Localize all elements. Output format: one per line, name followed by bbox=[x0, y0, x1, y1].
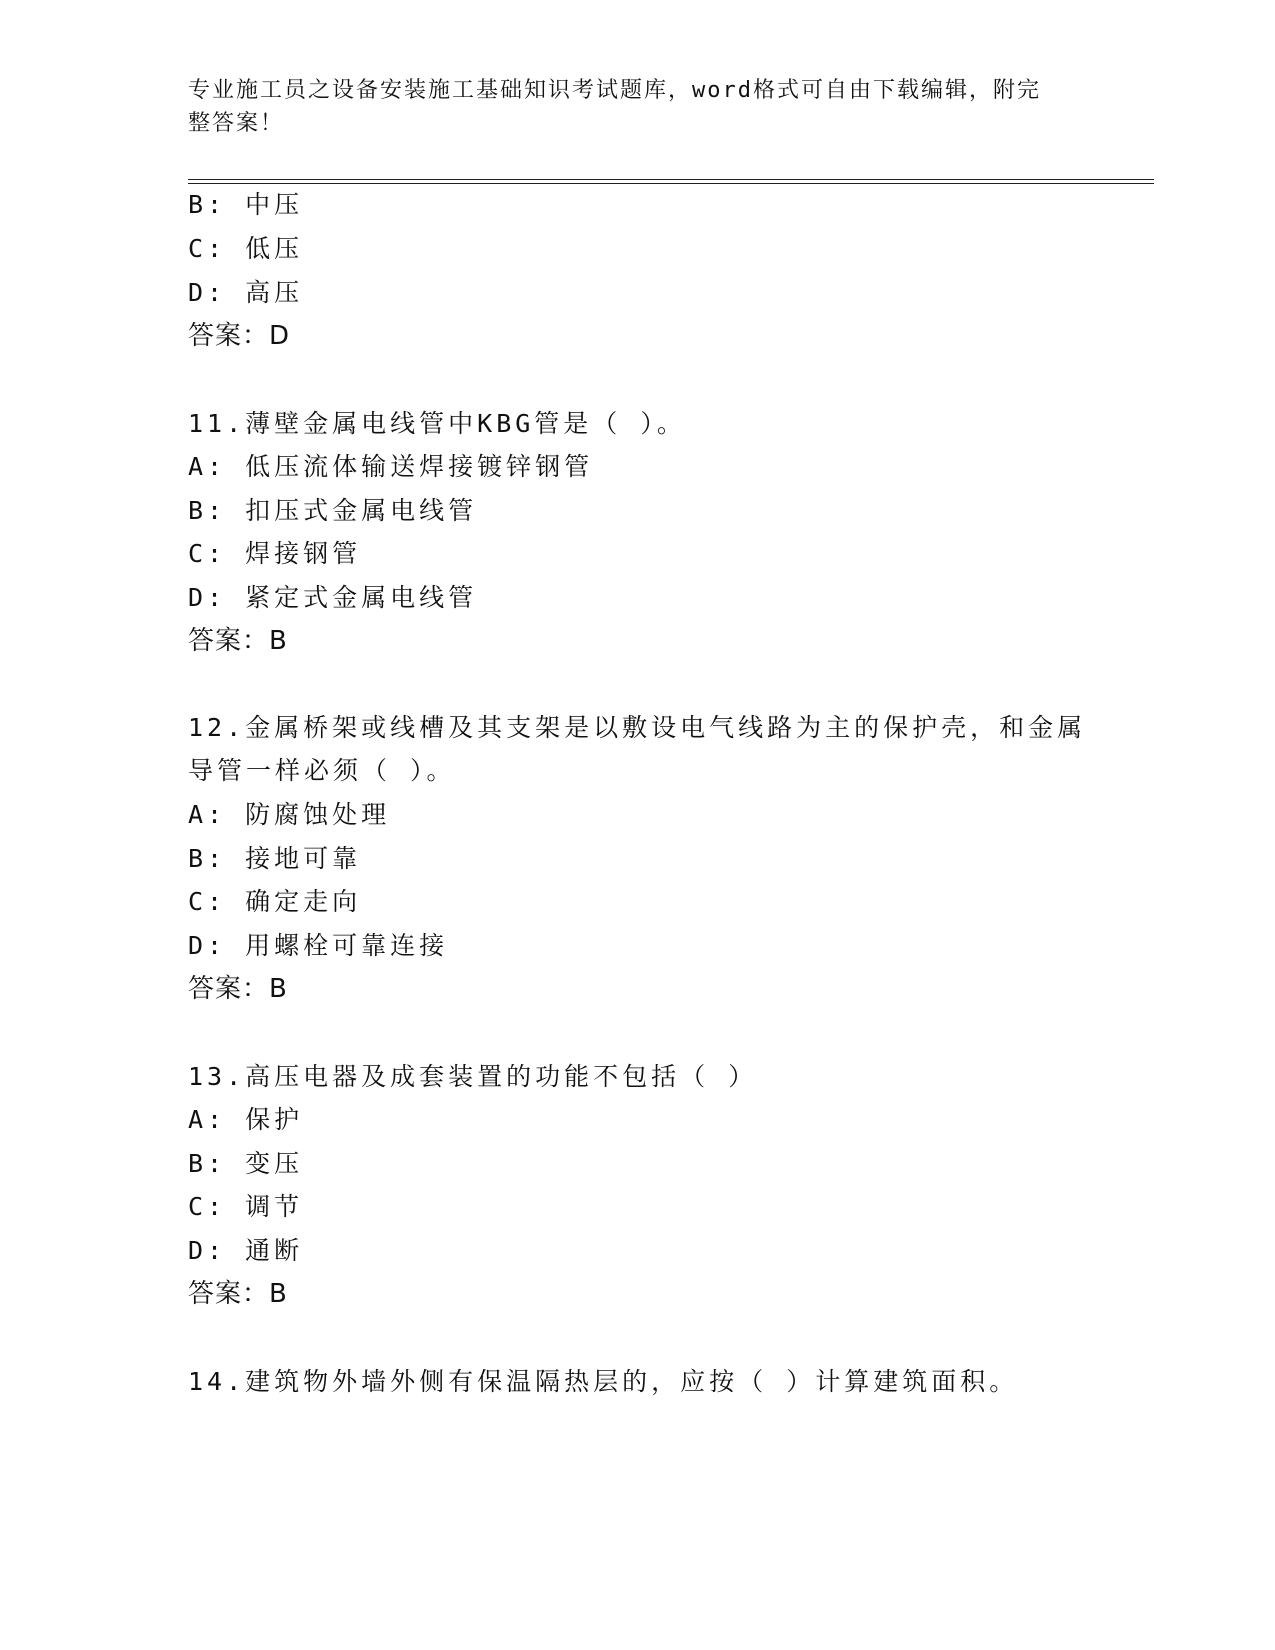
question-11-option-b: B: 扣压式金属电线管 bbox=[188, 496, 478, 525]
option-d: D: 高压 bbox=[188, 278, 304, 307]
question-12-option-c: C: 确定走向 bbox=[188, 887, 362, 916]
header-divider-bottom bbox=[188, 183, 1154, 184]
question-13-option-d: D: 通断 bbox=[188, 1236, 304, 1265]
header-title-line-1: 专业施工员之设备安装施工基础知识考试题库，word格式可自由下载编辑，附完 bbox=[188, 78, 1041, 103]
question-12-option-a: A: 防腐蚀处理 bbox=[188, 800, 391, 829]
question-13-stem: 13.高压电器及成套装置的功能不包括（ ） bbox=[188, 1062, 758, 1091]
question-13-option-a: A: 保护 bbox=[188, 1105, 304, 1134]
question-11-answer: 答案：B bbox=[188, 626, 288, 656]
question-13-option-b: B: 变压 bbox=[188, 1149, 304, 1178]
header-title-line-2: 整答案！ bbox=[188, 111, 285, 136]
question-13-answer: 答案：B bbox=[188, 1279, 288, 1309]
answer-label: 答案：D bbox=[188, 321, 291, 351]
question-11-option-c: C: 焊接钢管 bbox=[188, 539, 362, 568]
question-11-stem: 11.薄壁金属电线管中KBG管是（ ）。 bbox=[188, 409, 686, 438]
question-12-answer: 答案：B bbox=[188, 974, 288, 1004]
question-12-stem-line-2: 导管一样必须（ ）。 bbox=[188, 756, 456, 785]
option-b: B: 中压 bbox=[188, 190, 304, 219]
question-14-stem: 14.建筑物外墙外侧有保温隔热层的，应按（ ）计算建筑面积。 bbox=[188, 1367, 1019, 1396]
question-13-option-c: C: 调节 bbox=[188, 1192, 304, 1221]
question-12-stem-line-1: 12.金属桥架或线槽及其支架是以敷设电气线路为主的保护壳，和金属 bbox=[188, 713, 1087, 742]
header-divider-top bbox=[188, 179, 1154, 180]
question-12-option-b: B: 接地可靠 bbox=[188, 844, 362, 873]
question-12-option-d: D: 用螺栓可靠连接 bbox=[188, 931, 449, 960]
question-11-option-d: D: 紧定式金属电线管 bbox=[188, 583, 478, 612]
document-header bbox=[188, 74, 1068, 140]
option-c: C: 低压 bbox=[188, 234, 304, 263]
question-11-option-a: A: 低压流体输送焊接镀锌钢管 bbox=[188, 452, 594, 481]
